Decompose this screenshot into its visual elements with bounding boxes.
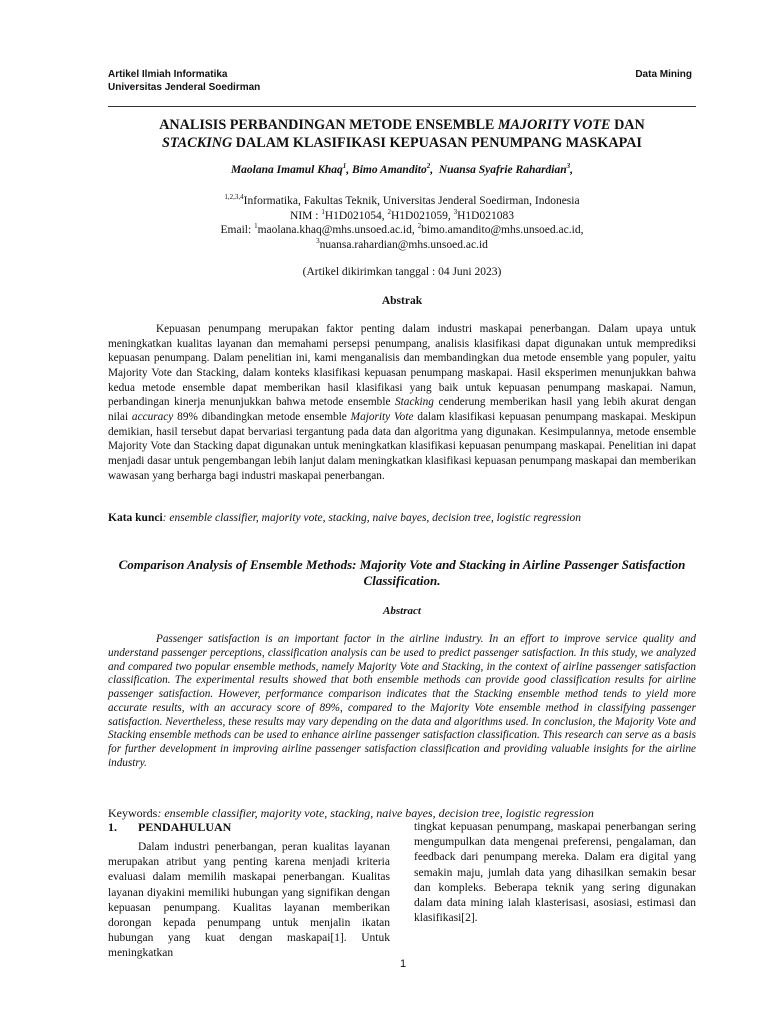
abstrak-text: 89% dibandingkan metode ensemble — [173, 410, 351, 423]
abstrak-heading: Abstrak — [381, 295, 423, 307]
kata-kunci — [108, 511, 696, 526]
abstract-heading: Abstract — [383, 605, 421, 617]
header-rule — [108, 106, 696, 107]
affiliation-sup: 1,2,3,4 — [224, 193, 244, 202]
email-address: bimo.amandito@mhs.unsoed.ac.id, — [421, 224, 584, 237]
right-column — [414, 820, 696, 926]
nim-value: H1D021054, — [324, 209, 388, 222]
keywords-values: : ensemble classifier, majority vote, stacking, naive bayes, decision tree, logistic regression — [157, 806, 594, 820]
section-heading — [108, 820, 390, 835]
submission-date: (Artikel dikirimkan tanggal : 04 Juni 2023) — [302, 266, 502, 278]
author-list: Maolana Imamul Khaq$^1$, Bimo Amandito$^2$, Nuansa Syafrie Rahardian$^3$, — [230, 162, 574, 176]
email-sup: 1 — [254, 222, 258, 231]
abstrak-text: cenderung memberikan hasil yang lebih akurat dengan nilai — [108, 396, 696, 423]
title-text: ANALISIS PERBANDINGAN METODE ENSEMBLE — [159, 117, 498, 133]
affiliation-block — [108, 194, 696, 252]
topic-label: Data Mining — [635, 69, 692, 80]
running-header — [108, 68, 696, 94]
title-italic-majority: MAJORITY VOTE — [497, 117, 611, 133]
abstrak-text: Kepuasan penumpang merupakan faktor penting dalam industri maskapai penerbangan. Dalam upaya untuk meningkatkan kualitas layanan dan memahami persepsi penumpang, analisis klasifikasi dapat digunakan untuk memprediksi kepuasan penumpang. Dalam penelitian ini, kami menganalisis dan membandingkan dua metode ensemble yang populer, yaitu Majority Vote dan Stacking, dalam konteks klasifikasi kepuasan penumpang maskapai. Hasil eksperimen menunjukkan bahwa kedua metode ensemble dapat memberikan hasil klasifikasi yang baik untuk kepuasan penumpang maskapai. Namun, perbandingan kinerja menunjukkan bahwa metode ensemble — [108, 323, 696, 409]
nim-sup: 2 — [387, 207, 391, 216]
email-label: Email: — [220, 224, 255, 237]
paper-title — [108, 116, 696, 152]
abstract-body: Passenger satisfaction is an important factor in the airline industry. In an effort to improve service quality and understand passenger perceptions, classification analysis can be used to predict passenger satisfaction. In this study, we analyzed and compared two popular ensemble methods, namely Majority Vote and Stacking, in the context of airline passenger satisfaction classification. The experimental results showed that both ensemble methods can provide good classification results for airline passenger satisfaction. However, performance comparison indicates that the Stacking ensemble method tends to yield more accurate results, with an accuracy score of 89%, compared to the Majority Vote ensemble method in classifying passenger satisfaction. Nevertheless, these results may vary depending on the data and algorithms used. In conclusion, the Majority Vote and Stacking ensemble methods can be used to enhance airline passenger satisfaction classification. This research can serve as a basis for further development in improving airline passenger satisfaction classification and providing valuable insights for the airline industry. — [108, 633, 696, 769]
email-sup: 2 — [417, 222, 422, 231]
page-number: 1 — [399, 958, 407, 970]
left-column — [108, 820, 390, 962]
nim-sup: 3 — [453, 207, 458, 216]
intro-paragraph-left: Dalam industri penerbangan, peran kualitas layanan merupakan atribut yang penting karena menjadi kriteria evaluasi dalam memilih maskapai penerbangan. Kualitas layanan diyakini memiliki hubungan yang signifikan dengan kepuasan penumpang. Kualitas layanan memberikan dorongan kepada penumpang untuk menjalin ikatan hubungan yang kuat dengan maskapai[1]. Untuk meningkatkan — [108, 841, 390, 960]
author-name: Nuansa Syafrie Rahardian — [438, 164, 567, 176]
abstrak-body — [108, 322, 696, 483]
nim-sup: 1 — [321, 207, 325, 216]
author-name: Maolana Imamul Khaq — [230, 164, 343, 176]
university-name: Universitas Jenderal Soedirman — [108, 82, 261, 93]
author-sup: 3 — [566, 162, 571, 171]
intro-paragraph-right: tingkat kepuasan penumpang, maskapai penerbangan sering mengumpulkan data mengenai preferensi, pengalaman, dan feedback dari penumpang mereka. Dalam era digital yang semakin maju, jumlah data yang dihasilkan semakin besar dan kompleks. Beberapa teknik yang sering digunakan dalam data mining ialah klasterisasi, asosiasi, estimasi dan klasifikasi[2]. — [414, 821, 696, 925]
keywords-label: Keywords — [108, 806, 158, 820]
title-italic-stacking: STACKING — [162, 135, 233, 151]
email-address: nuansa.rahardian@mhs.unsoed.ac.id — [319, 238, 488, 251]
nim-value: H1D021083 — [457, 209, 514, 222]
institution: Informatika, Fakultas Teknik, Universitas Jenderal Soedirman, Indonesia — [243, 195, 580, 207]
title-text: DALAM KLASIFIKASI KEPUASAN PENUMPANG MASKAPAI — [232, 135, 642, 151]
english-title: Comparison Analysis of Ensemble Methods: Majority Vote and Stacking in Airline Passenger Satisfaction Classification. — [118, 557, 686, 588]
email-sup: 3 — [316, 236, 320, 245]
title-text: DAN — [610, 117, 645, 133]
section-title: PENDAHULUAN — [138, 820, 232, 834]
author-sup: 1 — [342, 162, 347, 171]
abstrak-italic: Majority Vote — [350, 410, 414, 423]
author-sup: 2 — [426, 162, 431, 171]
keywords — [108, 806, 696, 821]
email-address: maolana.khaq@mhs.unsoed.ac.id, — [257, 224, 418, 237]
nim-label: NIM : — [290, 209, 322, 222]
author-name: Bimo Amandito — [352, 164, 427, 176]
nim-value: H1D021059, — [390, 209, 454, 222]
journal-name: Artikel Ilmiah Informatika — [108, 69, 228, 80]
kata-kunci-label: Kata kunci — [108, 512, 163, 524]
abstrak-italic: Stacking — [395, 396, 434, 409]
kata-kunci-values: : ensemble classifier, majority vote, stacking, naive bayes, decision tree, logistic regression — [162, 512, 582, 524]
section-number: 1. — [108, 820, 117, 834]
abstrak-italic: accuracy — [131, 410, 174, 423]
abstrak-text: dalam klasifikasi kepuasan penumpang maskapai. Meskipun demikian, hasil tersebut dapat bervariasi tergantung pada data dan algoritma yang digunakan. Kesimpulannya, metode ensemble Majority Vote dan Stacking dapat digunakan untuk meningkatkan klasifikasi kepuasan penumpang maskapai. Penelitian ini dapat menjadi dasar untuk pengembangan lebih lanjut dalam meningkatkan klasifikasi kepuasan penumpang maskapai dan memberikan wawasan yang berharga bagi industri maskapai penerbangan. — [108, 410, 696, 482]
